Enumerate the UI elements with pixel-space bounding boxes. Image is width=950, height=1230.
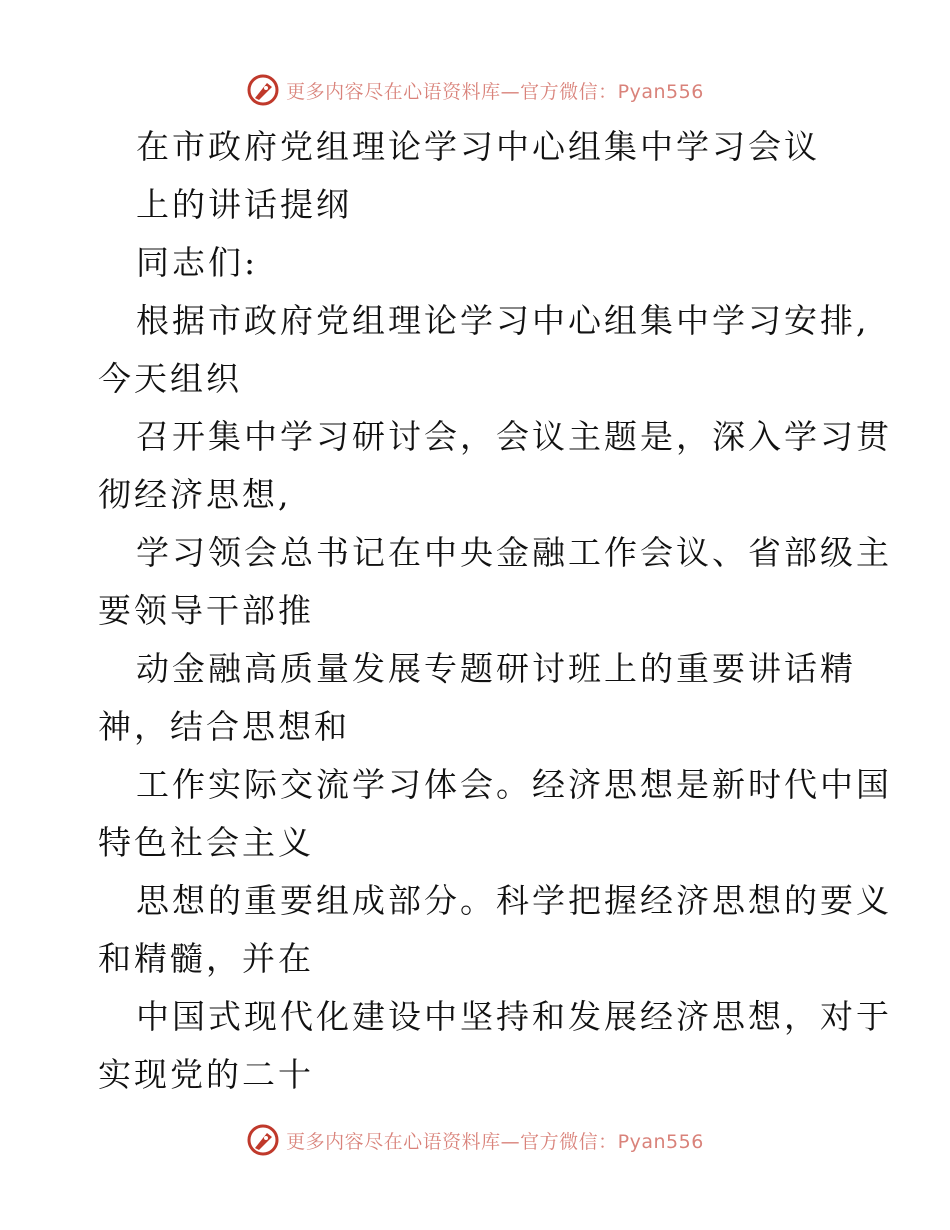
doc-text-line: 思想的重要组成部分。科学把握经济思想的要义 [136, 881, 892, 920]
doc-text-line: 和精髓，并在 [98, 939, 314, 978]
doc-title-line-2: 上的讲话提纲 [136, 185, 352, 224]
doc-text-line: 今天组织 [98, 359, 242, 398]
footer-watermark-banner [0, 1120, 950, 1160]
doc-text-line: 召开集中学习研讨会，会议主题是，深入学习贯 [136, 417, 892, 456]
doc-salutation: 同志们: [136, 243, 259, 282]
doc-title-line-1: 在市政府党组理论学习中心组集中学习会议 [136, 127, 820, 166]
doc-text-line: 实现党的二十 [98, 1055, 314, 1094]
pen-nib-circle-icon [246, 73, 280, 107]
doc-text-line: 中国式现代化建设中坚持和发展经济思想，对于 [136, 997, 892, 1036]
doc-text-line: 工作实际交流学习体会。经济思想是新时代中国 [136, 765, 892, 804]
doc-text-line: 特色社会主义 [98, 823, 314, 862]
header-watermark-banner [0, 70, 950, 110]
doc-text-line: 动金融高质量发展专题研讨班上的重要讲话精 [136, 649, 856, 688]
doc-text-line: 要领导干部推 [98, 591, 314, 630]
doc-text-line: 学习领会总书记在中央金融工作会议、省部级主 [136, 533, 892, 572]
pen-nib-circle-icon [246, 1123, 280, 1157]
footer-watermark-text: 更多内容尽在心语资料库—官方微信：Pyan556 [286, 1130, 704, 1153]
doc-text-line: 神，结合思想和 [98, 707, 350, 746]
header-watermark-text: 更多内容尽在心语资料库—官方微信：Pyan556 [286, 80, 704, 103]
doc-text-line: 根据市政府党组理论学习中心组集中学习安排, [136, 301, 870, 340]
doc-text-line: 彻经济思想, [98, 475, 292, 514]
